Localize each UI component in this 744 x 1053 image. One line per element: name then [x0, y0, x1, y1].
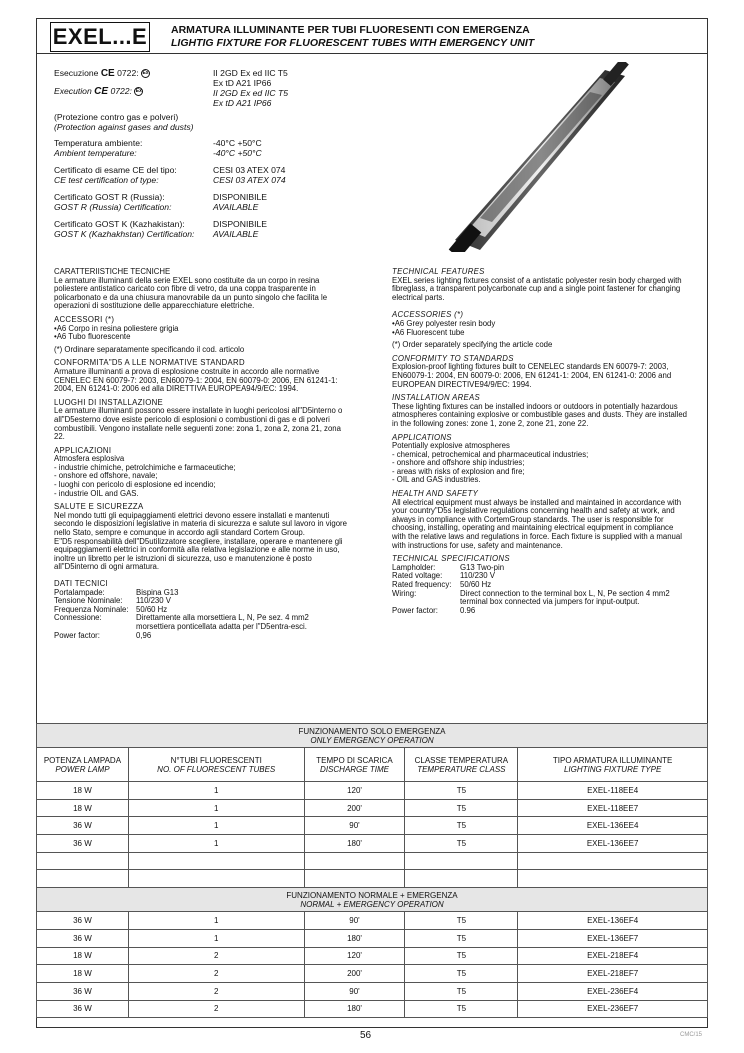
page-header: [36, 18, 708, 54]
heading-accessories: ACCESSORIES (*): [392, 310, 464, 320]
table-row: 36 W 1 180' T5 EXEL-136EF7: [37, 929, 708, 947]
heading-caratteristiche: CARATTERIISTICHE TECNICHE: [54, 267, 171, 276]
heading-health-safety: HEALTH AND SAFETY: [392, 489, 479, 499]
table-row: 18 W 1 200' T5 EXEL-118EE7: [37, 799, 708, 817]
heading-salute: SALUTE E SICUREZZA: [54, 502, 144, 512]
spec-execution: Execution CE 0722: Ex: [54, 86, 142, 97]
title-english: LIGHTIG FIXTURE FOR FLUORESCENT TUBES WITH EMERGENCY UNIT: [171, 37, 535, 49]
heading-applications: APPLICATIONS: [392, 432, 452, 442]
spec-temperature-values: -40°C +50°C -40°C +50°C: [213, 138, 262, 158]
spec-gostr-values: DISPONIBILE AVAILABLE: [213, 192, 267, 212]
heading-accessori: ACCESSORI (*): [54, 314, 115, 324]
spec-cert-labels: Certificato di esame CE del tipo: CE test certification of type:: [54, 165, 177, 185]
ex-icon: Ex: [135, 88, 142, 95]
heading-luoghi: LUOGHI DI INSTALLAZIONE: [54, 397, 164, 407]
spec-esecuzione: Esecuzione CE 0722: Ex: [54, 68, 149, 79]
table-row-empty: [37, 852, 708, 870]
table-row: 36 W 2 180' T5 EXEL-236EF7: [37, 1000, 708, 1018]
product-table: [36, 723, 708, 1018]
table-row: 36 W 1 90' T5 EXEL-136EE4: [37, 817, 708, 835]
heading-conformita: CONFORMITA"D5 A LLE NORMATIVE STANDARD: [54, 358, 245, 368]
title-italian: ARMATURA ILLUMINANTE PER TUBI FLUORESENTI CON EMERGENZA: [171, 24, 530, 36]
table-row: 36 W 1 90' T5 EXEL-136EF4: [37, 912, 708, 930]
heading-technical-features: TECHNICAL FEATURES: [392, 267, 485, 276]
table-row-empty: [37, 870, 708, 888]
heading-installation: INSTALLATION AREAS: [392, 393, 481, 403]
table-row: 18 W 2 120' T5 EXEL-218EF4: [37, 947, 708, 965]
heading-applicazioni: APPLICAZIONI: [54, 445, 112, 455]
table-row: 18 W 1 120' T5 EXEL-118EE4: [37, 782, 708, 800]
section-emergency-only: FUNZIONAMENTO SOLO EMERGENZA ONLY EMERGENCY OPERATION: [37, 724, 708, 748]
protection-note: (Protezione contro gas e polveri) (Protection against gases and dusts): [54, 112, 194, 132]
table-row: 36 W 1 180' T5 EXEL-136EE7: [37, 835, 708, 853]
spec-temperature-labels: Temperatura ambiente: Ambient temperature:: [54, 138, 143, 158]
page-number: 56: [360, 1030, 372, 1041]
ex-icon: Ex: [142, 70, 149, 77]
spec-gostk-labels: Certificato GOST K (Kazhakistan): GOST K (Kazhakhstan) Certification:: [54, 219, 195, 239]
footer-code: CMC/15: [680, 1032, 703, 1038]
product-code: EXEL...E: [50, 22, 150, 52]
heading-conformity: CONFORMITY TO STANDARDS: [392, 353, 514, 363]
table-row: 18 W 2 200' T5 EXEL-218EF7: [37, 965, 708, 983]
section-normal-emergency: FUNZIONAMENTO NORMALE + EMERGENZA NORMAL + EMERGENCY OPERATION: [37, 888, 708, 912]
marking-block: II 2GD Ex ed IIC T5 Ex tD A21 IP66 II 2GD Ex ed IIC T5 Ex tD A21 IP66: [213, 68, 288, 108]
spec-gostr-labels: Certificato GOST R (Russia): GOST R (Russia) Certification:: [54, 192, 172, 212]
left-column-italian: CARATTERIISTICHE TECNICHE Le armature illuminanti della serie EXEL sono costituite da un corpo in resina poliestere antistatico caricato con fibre di vetro, da una coppa trasparente in policarbonato e da una chiusura manovrabile da un punto singolo che facilita le operazioni di sostituzione delle apparecchiature elettriche. ACCESSORI (*) •A6 Corpo in resina poliestere grigia •A6 Tubo fluorescente (*) Ordinare separatamente specificando il cod. articolo CONFORMITA"D5 A LLE NORMATIVE STANDARD Armature illuminanti a prova di esplosione costruite in accordo alle normative CENELEC EN 60079-7: 2003, EN60079-1: 2004, EN 60079-0: 2006, EN 61241-1: 2004, EN 61241-0: 2006 ed alla DIRETTIVA EUROPEA94/9/EC: 1994. LUOGHI DI INSTALLAZIONE Le armature illuminanti possono essere installate in luoghi pericolosi all"D5interno o all"D5esterno dove esiste pericolo di esplosioni o combustioni di gas e di polveri combustibili. Vengono installate nelle seguenti zone: zona 1, zona 2, zona 21, zona 22. APPLICAZIONI Atmosfera esplosiva - industrie chimiche, petrolchimiche e farmaceutiche; - onshore ed offshore, navale; - luoghi con pericolo di esplosione ed incendio; - industrie OIL and GAS. SALUTE E SICUREZZA Nel mondo tutti gli equipaggiamenti elettrici devono essere installati e mantenuti secondo le disposizioni legislative in materia di sicurezza e salute sul lavoro in vigore nello Stato, sempre e comunque in accordo agli standard Cortem Group. E"D5 responsabilità dell"D5utilizzatore scegliere, installare, operare e mantenere gli equipaggiamenti elettrici in conformità alla relativa legislazione e alle norme in uso, inoltre un libretto per le istruzioni di sicurezza, uso e manutenzione è posto all"D5interno di ogni armatura. DATI TECNICI Portalampade: Bispina G13 Tensione Nominale: 110/230 V Frequenza Nominale: 50/60 Hz Connessione: Direttamente alla morsettiera L, N, Pe sez. 4 mm2 morsettiera ponticellata adatta per l"D5entra-esci. Power factor: 0,96: [54, 268, 350, 640]
product-photo: [420, 62, 660, 252]
table-header-row: POTENZA LAMPADA POWER LAMP N°TUBI FLUORESCENTI NO. OF FLUORESCENT TUBES TEMPO DI SCARICA DISCHARGE TIME CLASSE TEMPERATURA TEMPERATURE CLASS TIPO ARMATURA ILLUMINANTE LIGHTING FIXTURE TYPE: [37, 748, 708, 782]
right-column-english: TECHNICAL FEATURES EXEL series lighting fixtures consist of a antistatic polyester resin body charged with fibreglass, a transparent polycarbonate cup and a single point fastener for changing electrical parts. ACCESSORIES (*) •A6 Grey polyester resin body •A6 Fluorescent tube (*) Order separately specifying the article code CONFORMITY TO STANDARDS Explosion-proof lighting fixtures built to CENELEC standards EN 60079-7: 2003, EN60079-1: 2004, EN 60079-0: 2006, EN 61241-1: 2004, EN 61241-0: 2006 and EUROPEAN DIRECTIVE94/9/EC: 1994. INSTALLATION AREAS These lighting fixtures can be installed indoors or outdoors in potentially hazardous atmospheres containing explosive or combustible gases and dusts. They are installed in the following zones: zone 1, zone 2, zone 21, zone 22. APPLICATIONS Potentially explosive atmospheres - chemical, petrochemical and pharmaceutical industries; - onshore and offshore ship industries; - areas with risks of explosion and fire; - OIL and GAS industries. HEALTH AND SAFETY All electrical equipment must always be installed and maintained in accordance with your country"D5s legislative regulations concerning health and safety at work, and always in compliance with CortemGroup standards. The user is responsible for choosing, installing, operating and maintaining electrical equipment in compliance with the relative laws and regulations in force. Each fixture is supplied with a manual with instructions for use, safety and maintenance. TECHNICAL SPECIFICATIONS Lampholder: G13 Two-pin Rated voltage: 110/230 V Rated frequency: 50/60 Hz Wiring: Direct connection to the terminal box L, N, Pe section 4 mm2 terminal box connected via jumpers for input-output. Power factor: 0.96: [392, 267, 688, 615]
product-tables: [36, 723, 708, 1018]
table-row: 36 W 2 90' T5 EXEL-236EF4: [37, 982, 708, 1000]
heading-technical-specs: TECHNICAL SPECIFICATIONS: [392, 554, 510, 564]
heading-dati-tecnici: DATI TECNICI: [54, 579, 108, 588]
spec-cert-values: CESI 03 ATEX 074 CESI 03 ATEX 074: [213, 165, 286, 185]
spec-gostk-values: DISPONIBILE AVAILABLE: [213, 219, 267, 239]
